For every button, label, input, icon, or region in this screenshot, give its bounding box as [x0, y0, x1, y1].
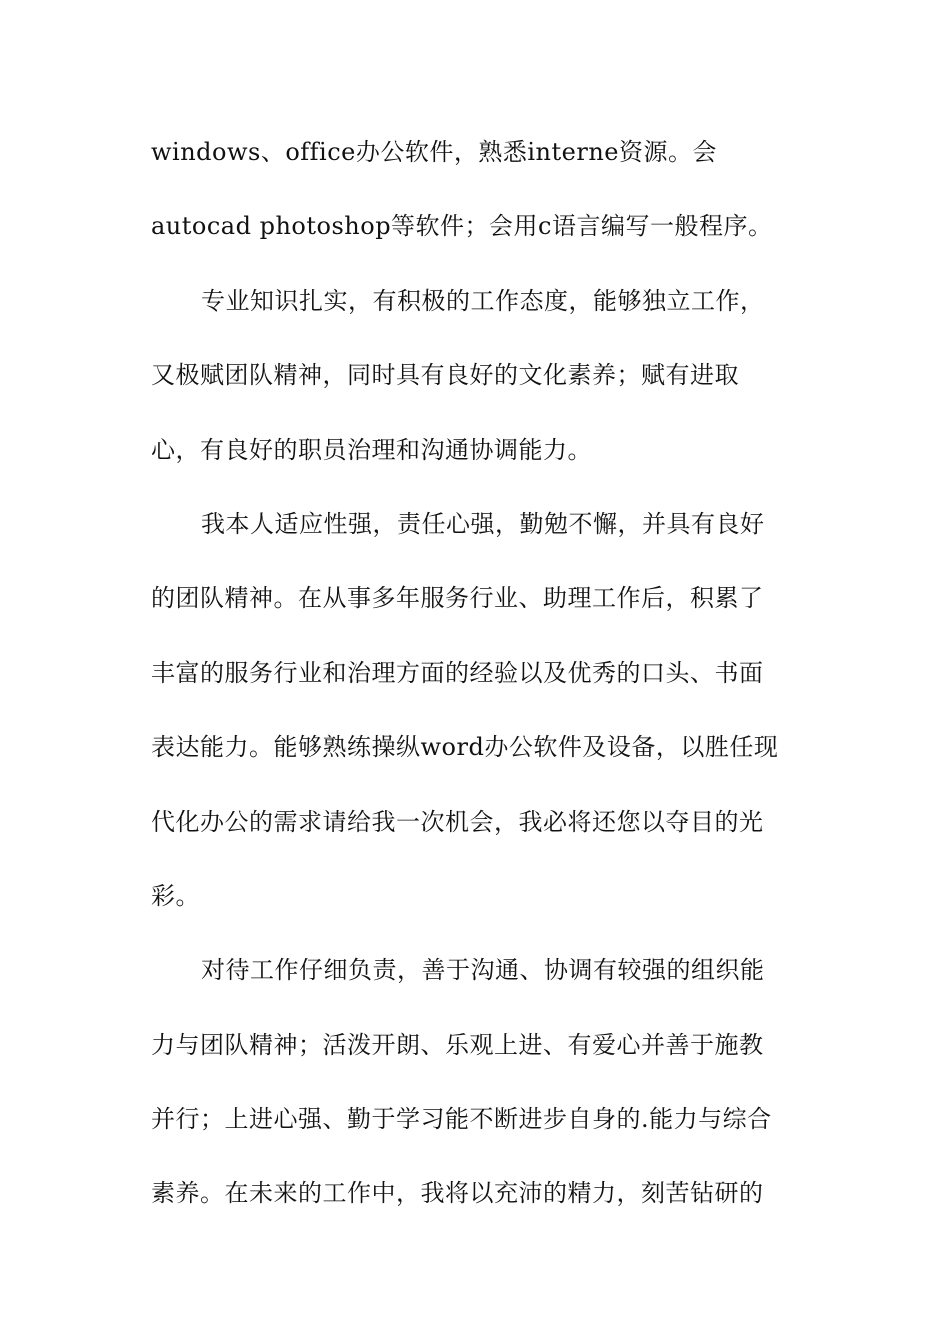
- text-line: 又极赋团队精神，同时具有良好的文化素养；赋有进取: [151, 361, 739, 390]
- document-body: [151, 126, 811, 1242]
- text-line: 并行；上进心强、勤于学习能不断进步自身的.能力与综合: [151, 1105, 772, 1134]
- text-line: 丰富的服务行业和治理方面的经验以及优秀的口头、书面: [151, 658, 764, 687]
- paragraph-start-line: 对待工作仔细负责，善于沟通、协调有较强的组织能: [201, 956, 765, 985]
- text-line: windows、office办公软件，熟悉interne资源。会: [151, 138, 717, 166]
- text-line: 彩。: [151, 881, 200, 910]
- text-line: 素养。在未来的工作中，我将以充沛的精力，刻苦钻研的: [151, 1179, 764, 1208]
- text-line: 力与团队精神；活泼开朗、乐观上进、有爱心并善于施教: [151, 1030, 764, 1059]
- text-line: autocad photoshop等软件；会用c语言编写一般程序。: [151, 212, 773, 241]
- text-line: 心，有良好的职员治理和沟通协调能力。: [151, 435, 592, 464]
- text-line: 代化办公的需求请给我一次机会，我必将还您以夺目的光: [151, 807, 764, 836]
- paragraph-start-line: 我本人适应性强，责任心强，勤勉不懈，并具有良好: [201, 509, 765, 538]
- text-line: 表达能力。能够熟练操纵word办公软件及设备，以胜任现: [151, 733, 779, 762]
- text-line: 的团队精神。在从事多年服务行业、助理工作后，积累了: [151, 584, 764, 613]
- paragraph-start-line: 专业知识扎实，有积极的工作态度，能够独立工作，: [201, 286, 765, 315]
